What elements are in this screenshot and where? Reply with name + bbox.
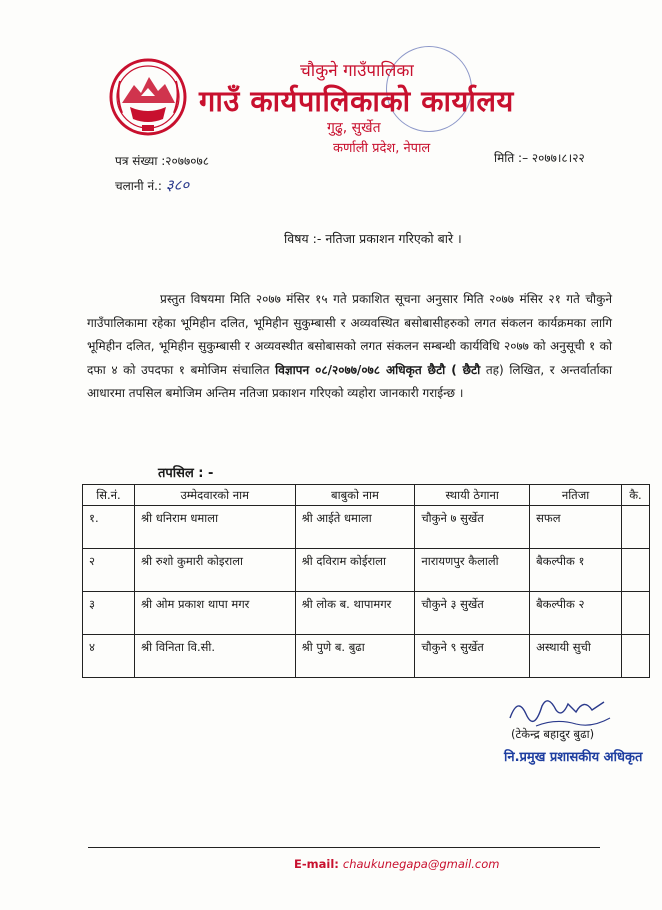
- cell-sn: २: [83, 549, 135, 592]
- cell-sn: १.: [83, 506, 135, 549]
- office-title: गाउँ कार्यपालिकाको कार्यालय: [199, 84, 514, 118]
- col-header-remarks: कै.: [621, 485, 649, 506]
- cell-sn: ४: [83, 635, 135, 678]
- table-row: [83, 506, 650, 549]
- office-location: गुढु, सुर्खेत: [327, 120, 381, 136]
- cell-father: श्री लोक ब. थापामगर: [295, 592, 415, 635]
- cell-address: चौकुने ९ सुर्खेत: [415, 635, 530, 678]
- col-header-address: स्थायी ठेगाना: [415, 485, 530, 506]
- cell-address: चौकुने ७ सुर्खेत: [415, 506, 530, 549]
- col-header-candidate: उम्मेदवारको नाम: [134, 485, 295, 506]
- table-row: [83, 635, 650, 678]
- body-text-1: प्रस्तुत विषयमा मिति २०७७ मंसिर १५ गते प्रकाशित सूचना अनुसार मिति २०७७ मंसिर २१ गते चौकुने गाउँपालिकामा रहेका भूमिहीन दलित, भूमिहीन सुकुम्बासी र अव्यवस्थित बसोबासीहरुको लगत संकलन कार्यक्रमका लागि भूमिहीन दलित, भूमिहीन सुकुम्बासी र अव्यवस्थीत बसोबासको लगत संकलन सम्बन्धी कार्यविधि २०७७ को अनुसूची १ को दफा ४ को उपदफा १ बमोजिम संचालित: [87, 292, 612, 377]
- cell-remarks: [621, 506, 649, 549]
- col-header-father: बाबुको नाम: [295, 485, 415, 506]
- dispatch-label: चलानी नं.:: [115, 179, 162, 193]
- col-header-sn: सि.नं.: [83, 485, 135, 506]
- table-row: [83, 549, 650, 592]
- table-row: [83, 592, 650, 635]
- email-label: E-mail:: [294, 857, 339, 871]
- municipality-name: चौकुने गाउँपालिका: [300, 61, 414, 81]
- cell-result: अस्थायी सुची: [530, 635, 622, 678]
- footer-email: [294, 857, 499, 871]
- results-table: [82, 484, 650, 678]
- cell-address: नारायणपुर कैलाली: [415, 549, 530, 592]
- col-header-result: नतिजा: [530, 485, 622, 506]
- cell-remarks: [621, 592, 649, 635]
- cell-candidate: श्री धनिराम धमाला: [134, 506, 295, 549]
- cell-result: सफल: [530, 506, 622, 549]
- handwritten-signature: [506, 688, 616, 732]
- cell-remarks: [621, 549, 649, 592]
- signatory-title: नि.प्रमुख प्रशासकीय अधिकृत: [504, 750, 643, 765]
- cell-remarks: [621, 635, 649, 678]
- cell-candidate: श्री विनिता वि.सी.: [134, 635, 295, 678]
- nepal-emblem-logo: [108, 57, 188, 139]
- subject-line: विषय :- नतिजा प्रकाशन गरिएको बारे ।: [284, 231, 462, 246]
- cell-result: बैकल्पीक १: [530, 549, 622, 592]
- cell-result: बैकल्पीक २: [530, 592, 622, 635]
- cell-father: श्री आईते धमाला: [295, 506, 415, 549]
- cell-address: चौकुने ३ सुर्खेत: [415, 592, 530, 635]
- cell-sn: ३: [83, 592, 135, 635]
- cell-father: श्री दविराम कोईराला: [295, 549, 415, 592]
- body-text-bold: विज्ञापन ०८/२०७७/०७८ अधिकृत छैटौ ( छैटौ: [275, 362, 481, 377]
- dispatch-value: ३८०: [165, 176, 190, 194]
- province-name: कर्णाली प्रदेश, नेपाल: [333, 141, 431, 156]
- cell-father: श्री पुणे ब. बुढा: [295, 635, 415, 678]
- letter-date: मिति :– २०७७।८।२२: [494, 151, 585, 165]
- schedule-heading: तपसिल : -: [158, 466, 214, 481]
- table-header-row: [83, 485, 650, 506]
- body-paragraph: [87, 288, 612, 406]
- cell-candidate: श्री ओम प्रकाश थापा मगर: [134, 592, 295, 635]
- footer-divider: [88, 847, 600, 848]
- letter-number: पत्र संख्या :२०७७०७८: [115, 154, 209, 168]
- dispatch-number: [115, 175, 189, 195]
- signatory-name: (टेकेन्द्र बहादुर बुढा): [511, 727, 595, 741]
- body-text-2: तह) लिखित, र अन्तर्वार्ताका आधारमा तपसिल बमोजिम अन्तिम नतिजा प्रकाशन गरिएको व्यहोरा जानकारी गराईन्छ ।: [87, 362, 612, 400]
- cell-candidate: श्री रुशो कुमारी कोइराला: [134, 549, 295, 592]
- email-address: chaukunegapa@gmail.com: [342, 857, 500, 871]
